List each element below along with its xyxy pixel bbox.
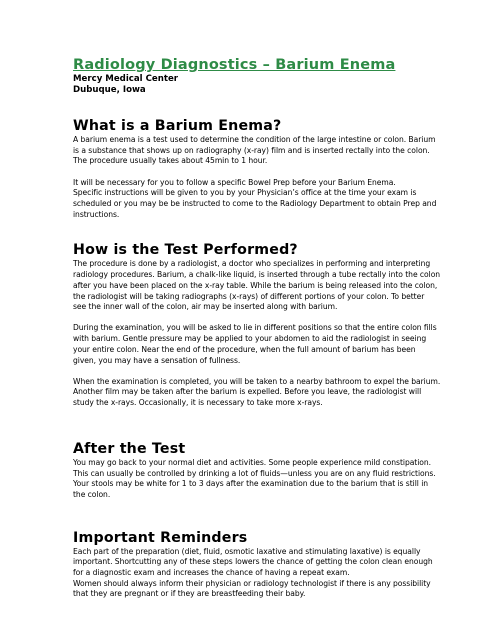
organization-location: Dubuque, Iowa bbox=[73, 85, 146, 95]
text-line: your entire colon. Near the end of the procedure, when the full amount of barium has been bbox=[73, 344, 416, 354]
text-line: the colon. bbox=[73, 489, 111, 499]
text-line: Your stools may be white for 1 to 3 days after the examination due to the barium that is still in bbox=[73, 479, 429, 489]
section-paragraph bbox=[73, 259, 443, 313]
text-line: given, you may have a sensation of fullness. bbox=[73, 355, 241, 365]
text-line: The procedure usually takes about 45min to 1 hour. bbox=[73, 156, 268, 166]
organization-name: Mercy Medical Center bbox=[73, 74, 179, 84]
section-heading-important-reminders: Important Reminders bbox=[73, 529, 248, 546]
text-line: A barium enema is a test used to determine the condition of the large intestine or colon. Barium bbox=[73, 135, 436, 144]
section-paragraph bbox=[73, 547, 443, 601]
text-line: During the examination, you will be asked to lie in different positions so that the entire colon fills bbox=[73, 323, 437, 333]
text-line: instructions. bbox=[73, 209, 120, 219]
text-line: It will be necessary for you to follow a specific Bowel Prep before your Barium Enema. bbox=[73, 177, 396, 187]
text-line: Another film may be taken after the barium is expelled. Before you leave, the radiologist will bbox=[73, 387, 422, 397]
section-paragraph bbox=[73, 135, 443, 167]
text-line: the radiologist will be taking radiographs (x-rays) of different portions of your colon. To better bbox=[73, 291, 425, 301]
section-paragraph bbox=[73, 178, 443, 221]
text-line: after you have been placed on the x-ray table. While the barium is being released into the colon, bbox=[73, 280, 438, 290]
text-line: with barium. Gentle pressure may be applied to your abdomen to aid the radiologist in seeing bbox=[73, 334, 427, 344]
text-line: Each part of the preparation (diet, fluid, osmotic laxative and stimulating laxative) is equally bbox=[73, 546, 421, 556]
text-line: The procedure is done by a radiologist, a doctor who specializes in performing and interpreting bbox=[73, 259, 431, 269]
text-line: is a substance that shows up on radiography (x-ray) film and is inserted rectally into the colon. bbox=[73, 145, 430, 155]
document-page bbox=[73, 56, 443, 600]
text-line: for a diagnostic exam and increases the chance of having a repeat exam. bbox=[73, 568, 350, 578]
text-line: Specific instructions will be given to you by your Physician’s office at the time your exam is bbox=[73, 188, 417, 198]
text-line: radiology procedures. Barium, a chalk-like liquid, is inserted through a tube rectally into the colon bbox=[73, 270, 441, 280]
section-paragraph bbox=[73, 323, 443, 366]
text-line: When the examination is completed, you will be taken to a nearby bathroom to expel the barium. bbox=[73, 376, 441, 386]
text-line: scheduled or you may be be instructed to come to the Radiology Department to obtain Prep and bbox=[73, 199, 437, 209]
text-line: You may go back to your normal diet and activities. Some people experience mild constipation. bbox=[73, 457, 432, 467]
document-title[interactable]: Radiology Diagnostics – Barium Enema bbox=[73, 57, 396, 73]
text-line: see the inner wall of the colon, air may be inserted along with barium. bbox=[73, 302, 338, 312]
text-line: study the x-rays. Occasionally, it is necessary to take more x-rays. bbox=[73, 398, 323, 408]
section-heading-after-test: After the Test bbox=[73, 440, 186, 457]
text-line: that they are pregnant or if they are breastfeeding their baby. bbox=[73, 589, 306, 599]
text-line: important. Shortcutting any of these steps lowers the chance of getting the colon clean enough bbox=[73, 557, 433, 567]
section-heading-how-performed: How is the Test Performed? bbox=[73, 242, 298, 259]
section-paragraph bbox=[73, 458, 443, 501]
section-paragraph bbox=[73, 377, 443, 409]
text-line: Women should always inform their physician or radiology technologist if there is any possibility bbox=[73, 578, 431, 588]
text-line: This can usually be controlled by drinking a lot of fluids—unless you are on any fluid restrictions. bbox=[73, 468, 436, 478]
section-heading-what-is: What is a Barium Enema? bbox=[73, 118, 282, 134]
